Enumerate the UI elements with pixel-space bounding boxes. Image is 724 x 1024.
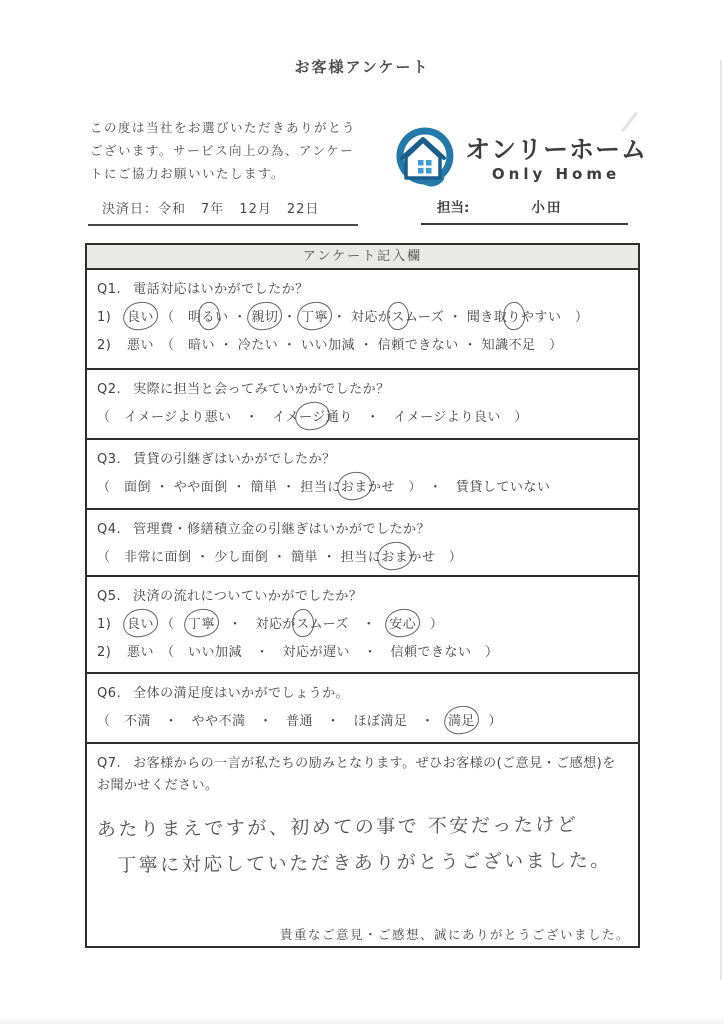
option-text: ムーズ bbox=[309, 617, 349, 632]
option-text: 聞き取 bbox=[466, 310, 508, 325]
option-text: 悪い bbox=[127, 645, 155, 660]
option-segments bbox=[127, 613, 626, 636]
date-day: 22日 bbox=[286, 202, 320, 217]
option-text: ） bbox=[435, 550, 463, 565]
scan-bottom-shadow bbox=[0, 1016, 724, 1024]
option-segments bbox=[127, 306, 626, 329]
option-text: ムーズ bbox=[404, 310, 445, 325]
question-list bbox=[87, 270, 638, 950]
staff-label: 担当: bbox=[437, 200, 470, 216]
option-row-number: 2) bbox=[97, 338, 112, 353]
date-year: 7年 bbox=[201, 202, 225, 217]
house-in-circle-icon bbox=[393, 126, 457, 192]
option-text: い bbox=[215, 310, 229, 325]
staff-name: 小田 bbox=[531, 200, 563, 216]
question-title-row bbox=[97, 586, 626, 608]
circled-answer: る bbox=[202, 306, 216, 329]
option-row bbox=[97, 406, 626, 429]
option-text: （ 暗い ・ 冷たい ・ いい加減 ・ 信頼できない ・ 知識不足 ） bbox=[154, 338, 563, 353]
circled-answer: ージ bbox=[299, 406, 326, 429]
company-logo bbox=[393, 126, 647, 192]
question-title: 管理費・修繕積立金の引継ぎはいかがでしたか？ bbox=[133, 522, 431, 537]
option-text: ・ bbox=[328, 310, 351, 325]
option-text: （ いい加減 ・ 対応が遅い ・ 信頼できない ） bbox=[154, 645, 499, 660]
question-title-row bbox=[97, 449, 626, 471]
option-text: ） bbox=[475, 714, 503, 729]
option-text: 明 bbox=[188, 310, 202, 325]
question-title: 実際に担当と会ってみていかがでしたか？ bbox=[133, 382, 390, 397]
question-block-q1 bbox=[87, 270, 638, 370]
question-title: 決済の流れについていかがでしたか？ bbox=[133, 589, 363, 604]
question-block-q3 bbox=[87, 440, 638, 510]
question-number: Q4. bbox=[97, 522, 122, 537]
option-text: やすい bbox=[520, 310, 562, 325]
option-text: ・ bbox=[348, 617, 390, 632]
question-number: Q3. bbox=[97, 452, 122, 467]
question-number: Q6. bbox=[97, 686, 122, 701]
question-block-q2 bbox=[87, 370, 638, 440]
option-text: （ 面倒 ・ やや面倒 ・ 簡単 ・ 担当に bbox=[97, 480, 341, 495]
question-title: 全体の満足度はいかがでしょうか。 bbox=[133, 686, 350, 701]
circled-answer: 良い bbox=[127, 306, 154, 329]
option-text: ・ bbox=[228, 310, 252, 325]
option-text: ・ bbox=[278, 310, 302, 325]
option-row bbox=[97, 710, 626, 733]
option-text: （ イメージより悪い ・ イメ bbox=[97, 410, 299, 425]
option-row-number: 1) bbox=[97, 310, 112, 325]
option-row-number: 1) bbox=[97, 617, 112, 632]
option-row bbox=[97, 476, 626, 499]
option-text: かせ bbox=[408, 550, 436, 565]
question-block-q4 bbox=[87, 510, 638, 577]
question-title-row bbox=[97, 519, 626, 541]
brand-name-en: Only Home bbox=[491, 165, 621, 183]
staff-line bbox=[421, 196, 628, 225]
circled-answer: ス bbox=[391, 306, 405, 329]
question-block-q7 bbox=[87, 744, 638, 950]
option-text: 対応が bbox=[350, 310, 392, 325]
question-title-row bbox=[97, 753, 626, 797]
circled-answer: 安心 bbox=[389, 613, 416, 636]
option-segments bbox=[97, 710, 626, 733]
intro-line: ございます。サービス向上の為、アンケー bbox=[90, 143, 355, 158]
circled-answer: おま bbox=[381, 546, 408, 569]
question-number: Q5. bbox=[97, 589, 122, 604]
date-label: 決済日：令和 bbox=[102, 202, 187, 217]
question-number: Q7. bbox=[97, 756, 122, 771]
date-month: 12月 bbox=[239, 202, 272, 217]
intro-line: トにご協力お願いいたします。 bbox=[90, 166, 286, 181]
question-title-row bbox=[97, 379, 626, 401]
question-title-row bbox=[97, 683, 626, 705]
circled-answer: 丁寧 bbox=[188, 613, 215, 636]
option-row bbox=[97, 641, 626, 664]
question-block-q6 bbox=[87, 674, 638, 744]
handwritten-comment bbox=[97, 806, 627, 884]
survey-table bbox=[85, 243, 640, 948]
circled-answer: 満足 bbox=[448, 710, 475, 733]
logo-text bbox=[465, 136, 647, 183]
option-text: 悪い bbox=[127, 338, 155, 353]
option-segments bbox=[127, 641, 626, 664]
scan-edge-artifact bbox=[720, 60, 722, 980]
option-row bbox=[97, 334, 626, 357]
survey-table-header: アンケート記入欄 bbox=[87, 245, 638, 270]
option-text: （ 不満 ・ やや不満 ・ 普通 ・ ほぼ満足 ・ bbox=[97, 714, 449, 729]
brand-name-jp: オンリーホーム bbox=[465, 135, 648, 164]
handwritten-line: 丁寧に対応していただきありがとうございました。 bbox=[117, 849, 612, 877]
question-block-q5 bbox=[87, 577, 638, 674]
intro-paragraph bbox=[90, 116, 356, 185]
option-segments bbox=[97, 406, 626, 429]
question-title: 電話対応はいかがでしたか？ bbox=[133, 282, 309, 297]
question-title: 賃貸の引継ぎはいかがでしたか？ bbox=[133, 452, 336, 467]
option-text: ・ 対応が bbox=[215, 617, 297, 632]
intro-line: この度は当社をお選びいただきありがとう bbox=[90, 120, 357, 135]
circled-answer: 親切 bbox=[251, 306, 278, 329]
option-text: ・ イメージより良い ） bbox=[352, 410, 528, 425]
option-text: （ bbox=[154, 310, 189, 325]
option-text: かせ bbox=[367, 480, 395, 495]
option-text: ・ bbox=[444, 310, 467, 325]
question-number: Q2. bbox=[97, 382, 122, 397]
question-title: お客様からの一言が私たちの励みとなります。ぜひお客様の(ご意見・ご感想)をお聞かせください。 bbox=[97, 756, 616, 793]
option-segments bbox=[97, 546, 626, 569]
option-segments bbox=[127, 334, 626, 357]
page-title: お客様アンケート bbox=[294, 58, 430, 76]
question-title-row bbox=[97, 279, 626, 301]
option-row bbox=[97, 306, 626, 329]
option-text: （ 非常に面倒 ・ 少し面倒 ・ 簡単 ・ 担当に bbox=[97, 550, 382, 565]
option-row bbox=[97, 613, 626, 636]
circled-answer: おま bbox=[341, 476, 368, 499]
option-segments bbox=[97, 476, 626, 499]
settlement-date-line bbox=[88, 198, 358, 226]
question-number: Q1. bbox=[97, 282, 122, 297]
option-text: ） ・ 賃貸していない bbox=[394, 480, 551, 495]
option-text: 通り bbox=[325, 410, 353, 425]
handwritten-line: あたりまえですが、初めての事で 不安だったけど bbox=[96, 813, 579, 841]
option-row bbox=[97, 546, 626, 569]
option-text: ） bbox=[416, 617, 444, 632]
option-text: （ bbox=[154, 617, 189, 632]
option-row-number: 2) bbox=[97, 645, 112, 660]
circled-answer: ス bbox=[296, 613, 310, 636]
circled-answer: 丁寧 bbox=[301, 306, 328, 329]
option-text: ） bbox=[561, 310, 589, 325]
thank-you-note: 貴重なご意見・ご感想、誠にありがとうございました。 bbox=[279, 927, 630, 942]
circled-answer: り bbox=[507, 306, 521, 329]
circled-answer: 良い bbox=[127, 613, 154, 636]
